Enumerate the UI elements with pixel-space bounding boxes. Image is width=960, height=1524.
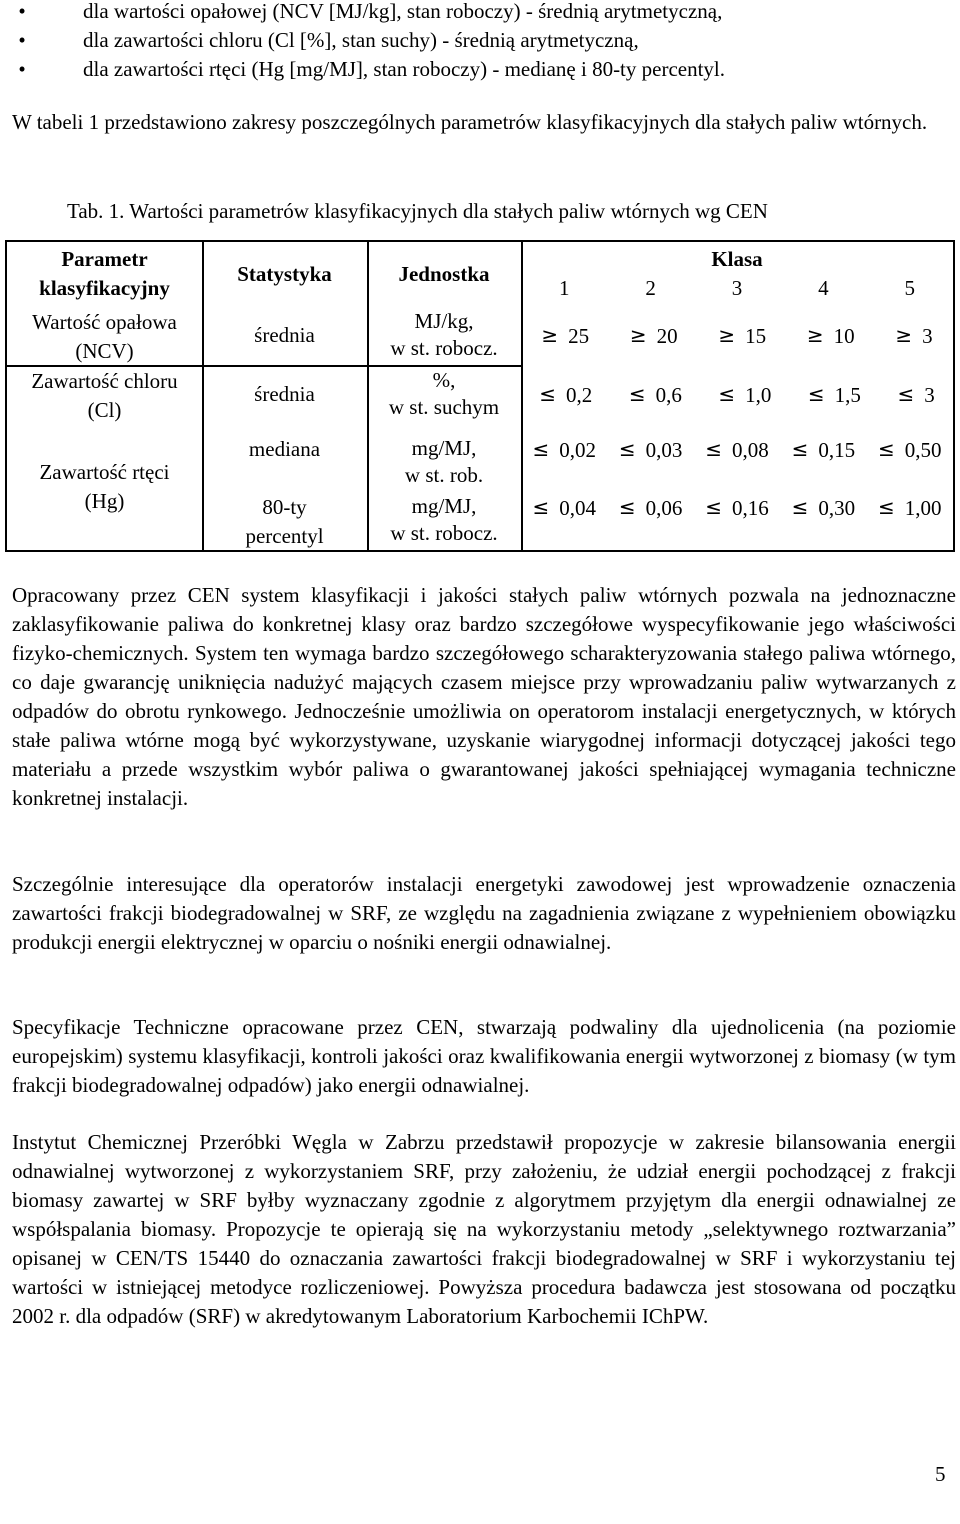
row-cl-values (521, 380, 953, 410)
row-hg-p80-unit (367, 493, 521, 547)
row-value: ≤ 0,30 (792, 493, 856, 523)
header-class: 5 (904, 276, 915, 300)
row-ncv-values (521, 321, 953, 351)
header-classes (521, 274, 953, 303)
table-caption: Tab. 1. Wartości parametrów klasyfikacyjnych dla stałych paliw wtórnych wg CEN (67, 199, 768, 223)
body-paragraph: Specyfikacje Techniczne opracowane przez CEN, stwarzają podwaliny dla ujednolicenia (na poziomie europejskim) systemu klasyfikacji, kontroli jakości oraz kwalifikowania energii wytworzonej z biomasy (w tym frakcji biodegradowalnej odpadów) jako energii odnawialnej. (12, 1015, 956, 1097)
bullet-text: dla zawartości rtęci (Hg [mg/MJ], stan roboczy) - medianę i 80-ty percentyl. (83, 57, 726, 81)
header-param (7, 245, 202, 303)
bullet-icon: • (18, 28, 26, 52)
header-stat: Statystyka (237, 262, 332, 286)
row-value: ≥ 10 (807, 321, 855, 351)
row-value: ≤ 0,50 (878, 435, 942, 465)
row-unit-line: w st. rob. (404, 463, 484, 487)
body-paragraph: Szczególnie interesujące dla operatorów instalacji energetyki zawodowej jest wprowadzenie oznaczenia zawartości frakcji biodegradowalnej w SRF, ze względu na zagadnienia związane z wypełnieniem obowiązku produkcji energii elektrycznej w oparciu o nośniki energii odnawialnej. (12, 872, 956, 954)
row-value: ≤ 1,5 (808, 380, 861, 410)
row-hg-p80-stat (202, 493, 367, 551)
header-class: 1 (558, 276, 570, 300)
row-ncv-stat: średnia (254, 323, 315, 347)
header-class: 2 (645, 276, 656, 300)
row-ncv-param (7, 308, 202, 366)
bullet-list (12, 0, 942, 84)
header-klasa (521, 245, 953, 303)
row-value: ≤ 0,02 (532, 435, 596, 465)
header-param-line: klasyfikacyjny (39, 276, 170, 300)
row-ncv-unit (367, 308, 521, 362)
row-value: ≤ 0,03 (619, 435, 683, 465)
row-value: ≥ 15 (718, 321, 766, 351)
row-param-line: Zawartość rtęci (39, 460, 170, 484)
row-param-line: Zawartość chloru (31, 369, 178, 393)
bullet-icon: • (18, 57, 26, 81)
row-value: ≤ 1,0 (718, 380, 771, 410)
row-value: ≤ 0,08 (705, 435, 769, 465)
row-param-line: (Hg) (84, 489, 125, 513)
row-hg-median-stat: mediana (248, 437, 321, 461)
bullet-icon: • (18, 0, 26, 23)
body-paragraph: Instytut Chemicznej Przeróbki Węgla w Zabrzu przedstawił propozycje w zakresie bilansowania energii odnawialnej wytworzonej z wykorzystaniem SRF, przy założeniu, że udział energii pochodzącej z frakcji biomasy zawartej w SRF byłby wyznaczany zgodnie z algorytmem przyjętym dla energii odnawialnej ze współspalania biomasy. Propozycje te opierają się na wykorzystaniu metody „selektywnego roztwarzania” opisanej w CEN/TS 15440 do oznaczania zawartości frakcji biodegradowalnej w SRF i wykorzystaniu tej wartości w istniejącej metodyce rozliczeniowej. Powyższa procedura badawcza jest stosowana od początku 2002 r. dla odpadów (SRF) w akredytowanym Laboratorium Karbochemii IChPW. (12, 1130, 956, 1328)
intro-paragraph: W tabeli 1 przedstawiono zakresy poszczególnych parametrów klasyfikacyjnych dla stałych paliw wtórnych. (12, 110, 928, 134)
row-hg-p80-values (521, 493, 953, 523)
row-value: ≤ 0,16 (705, 493, 769, 523)
row-param-line: (Cl) (87, 398, 122, 422)
body-paragraph: Opracowany przez CEN system klasyfikacji i jakości stałych paliw wtórnych pozwala na jednoznaczne zaklasyfikowanie paliwa do konkretnej klasy oraz bardzo szczegółowe wyspecyfikowanie jego właściwości fizyko-chemicznych. System ten wymaga bardzo szczegółowego scharakteryzowania stałego paliwa wtórnego, co daje gwarancję uniknięcia nadużyć mających czasem miejsce przy wprowadzaniu paliw wytwarzanych z odpadów do obrotu rynkowego. Jednocześnie umożliwia on operatorom instalacji energetycznych, w których stałe paliwa wtórne mogą być wykorzystywane, uzyskanie wiarygodnej informacji dotyczącej jakości tego materiału a przede wszystkim wybór paliwa o gwarantowanej jakości spełniającej wymagania techniczne konkretnej instalacji. (12, 583, 956, 810)
row-unit-line: mg/MJ, (411, 494, 477, 518)
row-unit-line: w st. robocz. (390, 336, 498, 360)
row-stat-line: percentyl (245, 524, 324, 548)
header-param-line: Parametr (61, 247, 148, 271)
row-value: ≤ 3 (897, 380, 934, 410)
row-cl-stat: średnia (254, 382, 315, 406)
row-hg-median-unit (367, 435, 521, 489)
row-unit-line: w st. suchym (388, 395, 500, 419)
header-class: 4 (818, 276, 829, 300)
list-item (12, 55, 942, 84)
row-value: ≥ 20 (630, 321, 678, 351)
row-param-line: Wartość opałowa (32, 310, 177, 334)
row-value: ≤ 0,15 (792, 435, 856, 465)
row-value: ≤ 0,04 (532, 493, 596, 523)
row-hg-param (7, 458, 202, 516)
row-unit-line: %, (432, 368, 456, 392)
row-cl-param (7, 367, 202, 425)
row-value: ≤ 1,00 (878, 493, 942, 523)
row-value: ≤ 0,06 (619, 493, 683, 523)
header-klasa-label: Klasa (711, 247, 763, 271)
row-stat-line: 80-ty (262, 495, 307, 519)
row-value: ≥ 25 (541, 321, 589, 351)
list-item (12, 26, 942, 55)
bullet-text: dla wartości opałowej (NCV [MJ/kg], stan roboczy) - średnią arytmetyczną, (83, 0, 723, 23)
row-value: ≥ 3 (895, 321, 932, 351)
page-number: 5 (935, 1462, 946, 1486)
list-item (12, 0, 942, 26)
header-unit: Jednostka (398, 262, 490, 286)
bullet-text: dla zawartości chloru (Cl [%], stan suchy) - średnią arytmetyczną, (83, 28, 639, 52)
row-cl-unit (367, 367, 521, 421)
row-hg-median-values (521, 435, 953, 465)
row-unit-line: mg/MJ, (411, 436, 477, 460)
classification-table (5, 240, 955, 552)
row-value: ≤ 0,6 (629, 380, 682, 410)
row-unit-line: MJ/kg, (414, 309, 474, 333)
row-param-line: (NCV) (75, 339, 134, 363)
header-class: 3 (731, 276, 743, 300)
row-unit-line: w st. robocz. (390, 521, 498, 545)
row-value: ≤ 0,2 (539, 380, 592, 410)
